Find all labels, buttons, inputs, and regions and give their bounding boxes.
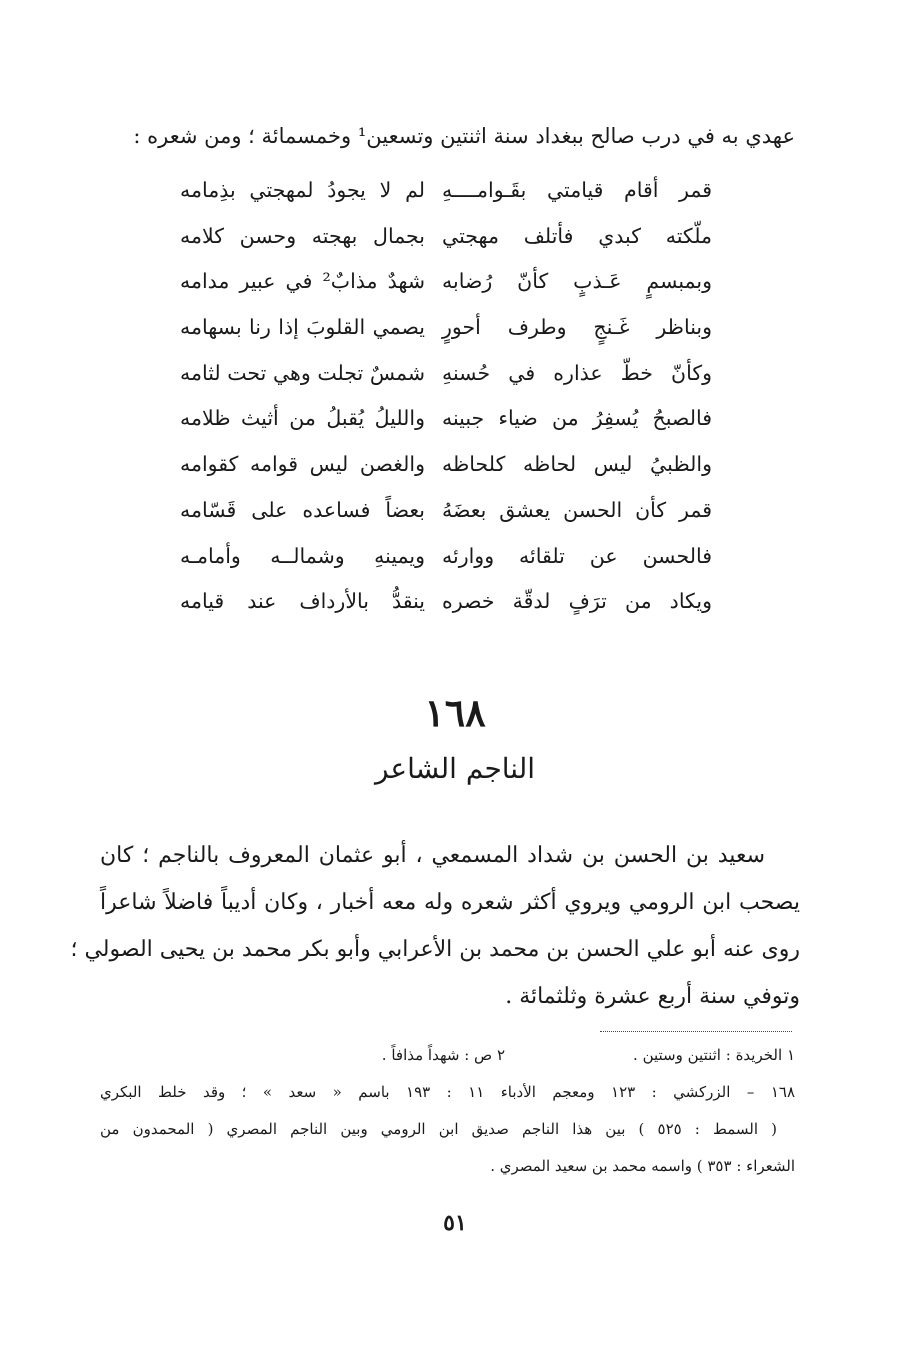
verse-second-hemistich: ينقدُّ بالأرداف عند قيامه [180, 589, 425, 614]
entry-title: الناجم الشاعر [374, 752, 536, 785]
poem-verse [150, 269, 740, 315]
footnote-2: ٢ ص : شهداً مذافاً . [381, 1046, 505, 1064]
footnote-separator [600, 1031, 792, 1032]
footnote-line: ( السمط : ٥٢٥ ) بين هذا الناجم صديق ابن الرومي وبين الناجم المصري ( المحمدون من [100, 1120, 777, 1138]
footnote-line: ١٦٨ – الزركشي : ١٢٣ ومعجم الأدباء ١١ : ١٩٣ باسم « سعد » ؛ وقد خلط البكري [100, 1083, 795, 1101]
intro-line: عهدي به في درب صالح ببغداد سنة اثنتين وتسعين¹ وخمسمائة ؛ ومن شعره : [133, 124, 795, 148]
poem-verse [150, 178, 740, 224]
verse-first-hemistich: قمر أقام قيامتي بقَـوامــــهِ [442, 178, 712, 202]
verse-second-hemistich: يصمي القلوبَ إذا رنا بسهامه [180, 315, 425, 340]
verse-first-hemistich: ملّكته كبدي فأتلف مهجتي [442, 223, 712, 248]
verse-second-hemistich: شهدٌ مذابٌ² في عبير مدامه [180, 269, 425, 294]
footnote-line: الشعراء : ٣٥٣ ) واسمه محمد بن سعيد المصري . [490, 1157, 795, 1175]
verse-second-hemistich: بعضاً فساعده على قَسّامه [180, 497, 425, 522]
poem-verse [150, 498, 740, 544]
footnotes [100, 1046, 795, 1194]
paragraph-line: وتوفي سنة أربع عشرة وثلثمائة . [505, 984, 800, 1009]
verse-first-hemistich: ويكاد من ترَفٍ لدقّة خصره [442, 589, 712, 614]
verse-second-hemistich: والغصن ليس قوامه كقوامه [180, 452, 425, 477]
verse-second-hemistich: بجمال بهجته وحسن كلامه [180, 223, 425, 248]
verse-first-hemistich: وبمبسمٍ عَـذبٍ كأنّ رُضابه [442, 269, 712, 294]
verse-second-hemistich: شمسٌ تجلت وهي تحت لثامه [180, 360, 425, 385]
page-number: ٥١ [443, 1210, 467, 1236]
verse-first-hemistich: قمر كأن الحسن يعشق بعضَهُ [442, 497, 712, 522]
paragraph-line: سعيد بن الحسن بن شداد المسمعي ، أبو عثمان المعروف بالناجم ؛ كان [100, 843, 765, 868]
verse-first-hemistich: والظبيُ ليس لحاظه كلحاظه [442, 452, 712, 477]
paragraph-line: روى عنه أبو علي الحسن بن محمد بن الأعرابي وأبو بكر محمد بن يحيى الصولي ؛ [70, 937, 800, 962]
poem-verse [150, 224, 740, 270]
poem-verse [150, 361, 740, 407]
verse-first-hemistich: وكأنّ خطّ عذاره في حُسنهِ [442, 360, 712, 385]
biography-paragraph [70, 843, 800, 1031]
poem-verse [150, 315, 740, 361]
poem-verse [150, 544, 740, 590]
verse-second-hemistich: ويمينهِ وشمالــه وأمامـه [180, 543, 425, 568]
verse-first-hemistich: فالحسن عن تلقائه ووارئه [442, 543, 712, 568]
paragraph-line: يصحب ابن الرومي ويروي أكثر شعره وله معه أخبار ، وكان أديباً فاضلاً شاعراً [100, 890, 800, 915]
poem [150, 178, 740, 635]
poem-verse [150, 452, 740, 498]
footnote-1: ١ الخريدة : اثنتين وستين . [633, 1046, 795, 1064]
verse-second-hemistich: لم لا يجودُ لمهجتي بذِمامه [180, 178, 425, 202]
footnote-line [100, 1046, 795, 1083]
poem-verse [150, 589, 740, 635]
poem-verse [150, 406, 740, 452]
entry-number: ١٦٨ [424, 690, 486, 735]
verse-first-hemistich: وبناظر غَـنجٍ وطرف أحورٍ [442, 315, 712, 340]
verse-second-hemistich: والليلُ يُقبلُ من أثيث ظلامه [180, 406, 425, 431]
verse-first-hemistich: فالصبحُ يُسفِرُ من ضياء جبينه [442, 406, 712, 431]
